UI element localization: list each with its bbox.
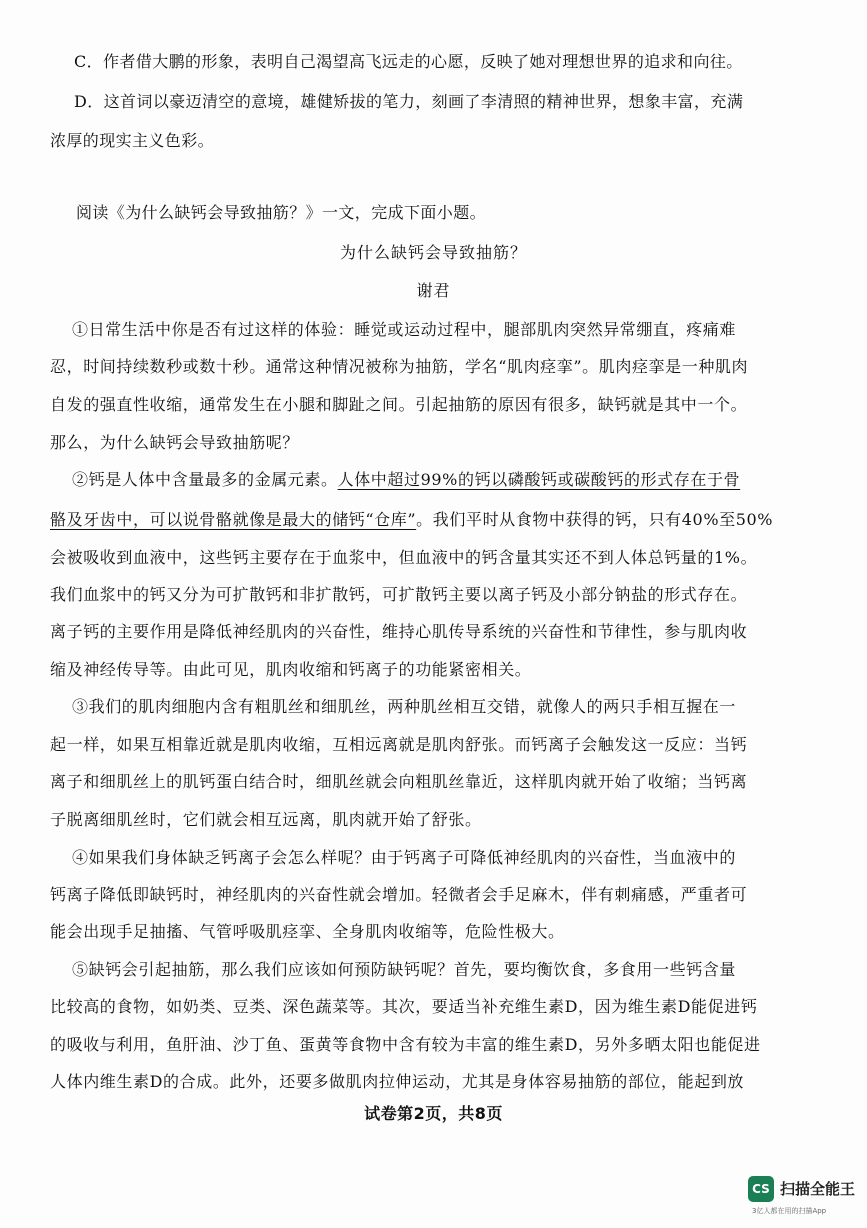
paragraph-4-line-2: 钙离子降低即缺钙时，神经肌肉的兴奋性就会增加。轻微者会手足麻木，伴有刺痛感，严重者可 — [50, 885, 748, 904]
paragraph-2-line-1 — [72, 470, 792, 490]
article-title: 为什么缺钙会导致抽筋？ — [339, 243, 527, 262]
paragraph-1-line-1: ①日常生活中你是否有过这样的体验：睡觉或运动过程中，腿部肌肉突然异常绷直，疼痛难 — [72, 320, 737, 339]
option-d-line-1: D．这首词以豪迈清空的意境，雄健矫拔的笔力，刻画了李清照的精神世界，想象丰富，充满 — [74, 92, 744, 111]
page-footer: 试卷第2页，共8页 — [364, 1104, 503, 1123]
paragraph-2-line-6: 缩及神经传导等。由此可见，肌肉收缩和钙离子的功能紧密相关。 — [50, 660, 532, 679]
paragraph-3-line-4: 子脱离细肌丝时，它们就会相互远离，肌肉就开始了舒张。 — [50, 810, 482, 829]
watermark-brand-name: 扫描全能王 — [780, 1180, 856, 1198]
camscanner-logo-icon: CS — [748, 1176, 774, 1202]
paragraph-3-line-1: ③我们的肌肉细胞内含有粗肌丝和细肌丝，两种肌丝相互交错，就像人的两只手相互握在一 — [72, 697, 737, 716]
paragraph-2-line-2-text: 。我们平时从食物中获得的钙，只有40%至50% — [416, 510, 774, 529]
paragraph-3-line-2: 起一样，如果互相靠近就是肌肉收缩，互相远离就是肌肉舒张。而钙离子会触发这一反应：当钙 — [50, 735, 748, 754]
paragraph-1-line-4: 那么，为什么缺钙会导致抽筋呢？ — [50, 433, 300, 452]
watermark-tagline: 3亿人都在用的扫描App — [752, 1207, 827, 1215]
paragraph-2-line-1-text: ②钙是人体中含量最多的金属元素。 — [72, 470, 338, 489]
option-c: C．作者借大鹏的形象，表明自己渴望高飞远走的心愿，反映了她对理想世界的追求和向往。 — [74, 52, 743, 71]
paragraph-2-line-4: 我们血浆中的钙又分为可扩散钙和非扩散钙，可扩散钙主要以离子钙及小部分钠盐的形式存在。 — [50, 585, 748, 604]
paragraph-2-line-5: 离子钙的主要作用是降低神经肌肉的兴奋性，维持心肌传导系统的兴奋性和节律性，参与肌肉收 — [50, 622, 748, 641]
option-d-line-2: 浓厚的现实主义色彩。 — [50, 131, 215, 150]
paragraph-1-line-3: 自发的强直性收缩，通常发生在小腿和脚趾之间。引起抽筋的原因有很多，缺钙就是其中一个。 — [50, 395, 748, 414]
paragraph-1-line-2: 忍，时间持续数秒或数十秒。通常这种情况被称为抽筋，学名“肌肉痉挛”。肌肉痉挛是一种肌肉 — [50, 357, 749, 376]
underlined-sentence-part-1: 人体中超过99%的钙以磷酸钙或碳酸钙的形式存在于骨 — [337, 470, 741, 489]
paragraph-5-line-4: 人体内维生素D的合成。此外，还要多做肌肉拉伸运动，尤其是身体容易抽筋的部位，能起到放 — [50, 1072, 745, 1091]
camscanner-watermark — [748, 1176, 858, 1216]
paragraph-2-line-3: 会被吸收到血液中，这些钙主要存在于血浆中，但血液中的钙含量其实还不到人体总钙量的1%。 — [50, 548, 758, 567]
underlined-sentence-part-2: 骼及牙齿中，可以说骨骼就像是最大的储钙“仓库” — [50, 510, 417, 529]
paragraph-2-line-2 — [50, 510, 774, 530]
article-author: 谢君 — [416, 281, 451, 300]
paragraph-5-line-1: ⑤缺钙会引起抽筋，那么我们应该如何预防缺钙呢？首先，要均衡饮食，多食用一些钙含量 — [72, 960, 737, 979]
paragraph-5-line-3: 的吸收与利用，鱼肝油、沙丁鱼、蛋黄等食物中含有较为丰富的维生素D，另外多晒太阳也能促进 — [50, 1035, 761, 1054]
paragraph-4-line-1: ④如果我们身体缺乏钙离子会怎么样呢？由于钙离子可降低神经肌肉的兴奋性，当血液中的 — [72, 848, 737, 867]
paragraph-4-line-3: 能会出现手足抽搐、气管呼吸肌痉挛、全身肌肉收缩等，危险性极大。 — [50, 922, 565, 941]
paragraph-3-line-3: 离子和细肌丝上的肌钙蛋白结合时，细肌丝就会向粗肌丝靠近，这样肌肉就开始了收缩；当钙离 — [50, 772, 748, 791]
paragraph-5-line-2: 比较高的食物，如奶类、豆类、深色蔬菜等。其次，要适当补充维生素D，因为维生素D能促进钙 — [50, 997, 758, 1016]
reading-instruction: 阅读《为什么缺钙会导致抽筋？》一文，完成下面小题。 — [76, 203, 487, 222]
